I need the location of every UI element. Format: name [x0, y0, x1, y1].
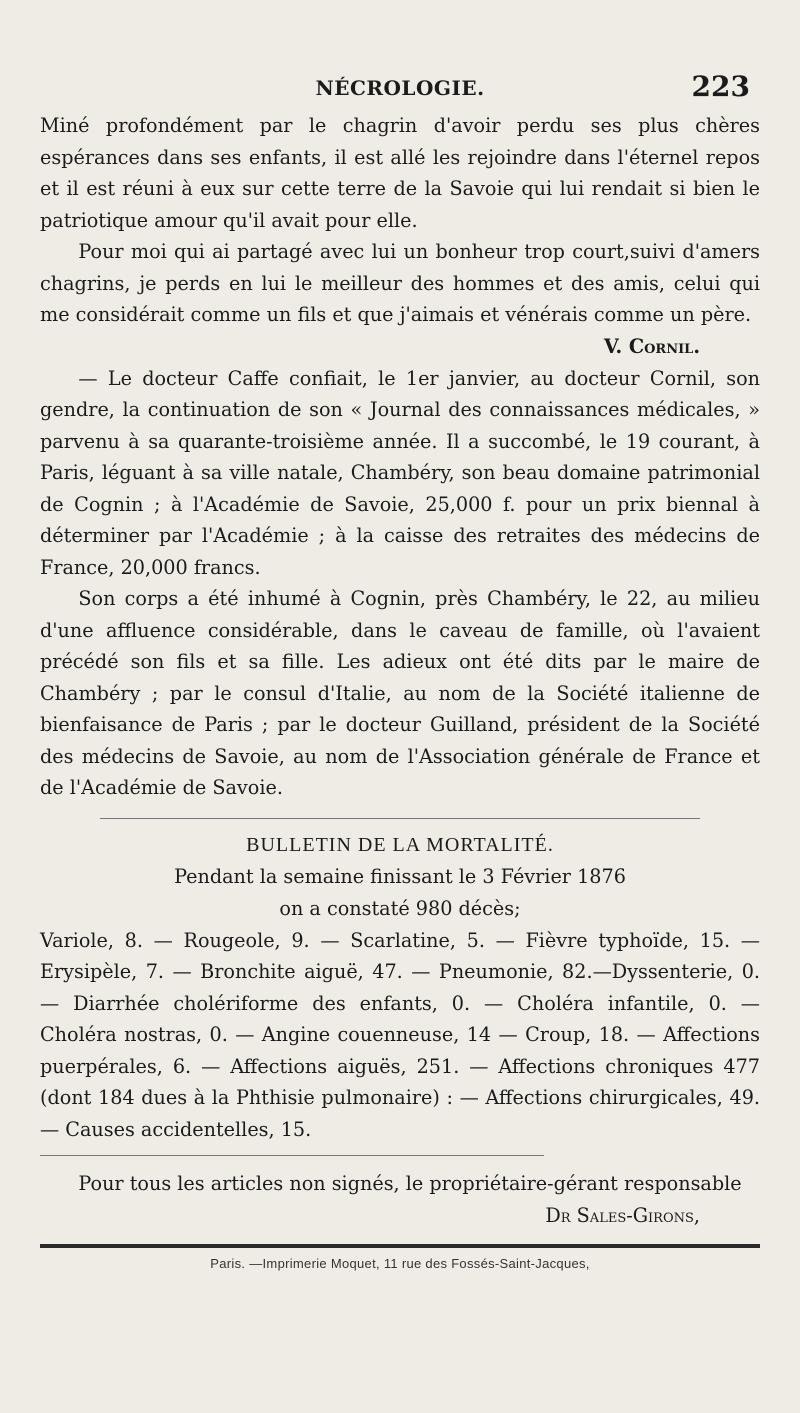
imprint-rule [40, 1244, 760, 1248]
printer-imprint: Paris. —Imprimerie Moquet, 11 rue des Fossés-Saint-Jacques, [210, 1255, 590, 1271]
obituary-paragraph-1: Miné profondément par le chagrin d'avoir perdu ses plus chères espérances dans ses enfants, il est allé les rejoindre dans l'éternel repos et il est réuni à eux sur cette terre de la Savoie qui lui rendait si bien le patriotique amour qu'il avait pour elle. [40, 114, 760, 232]
page-header [40, 70, 760, 110]
running-title: NÉCROLOGIE. [315, 76, 485, 100]
bulletin-total: on a constaté 980 décès; [279, 896, 521, 920]
section-divider [100, 818, 700, 819]
news-paragraph-1: — Le docteur Caffe confiait, le 1er janvier, au docteur Cornil, son gendre, la continuation de son « Journal des connaissances médicales, » parvenu à sa quarante-troisième année. Il a succombé, le 19 courant, à Paris, léguant à sa ville natale, Chambéry, son beau domaine patrimonial de Cognin ; à l'Académie de Savoie, 25,000 f. pour un prix biennal à déterminer par l'Académie ; à la caisse des retraites des médecins de France, 20,000 francs. [40, 366, 760, 579]
publisher-signature: Dr Sales-Girons, [545, 1203, 700, 1227]
news-paragraph-2: Son corps a été inhumé à Cognin, près Chambéry, le 22, au milieu d'une affluence considérable, dans le caveau de famille, où l'avaient précédé son fils et sa fille. Les adieux ont été dits par le maire de Chambéry ; par le consul d'Italie, au nom de la Société italienne de bienfaisance de Paris ; par le docteur Guilland, président de la Société des médecins de Savoie, au nom de l'Association générale de France et de l'Académie de Savoie. [40, 587, 760, 799]
obituary-paragraph-2: Pour moi qui ai partagé avec lui un bonheur trop court,suivi d'amers chagrins, je perds en lui le meilleur des hommes et des amis, celui qui me considérait comme un fils et que j'aimais et vénérais comme un père. [40, 240, 760, 326]
page-number: 223 [691, 70, 750, 103]
page-body [40, 110, 760, 1271]
footer-divider [40, 1155, 544, 1156]
obituary-signature: V. Cornil. [603, 334, 700, 358]
bulletin-period: Pendant la semaine finissant le 3 Février 1876 [174, 864, 626, 888]
responsibility-note: Pour tous les articles non signés, le propriétaire-gérant responsable [78, 1172, 742, 1195]
bulletin-causes: Variole, 8. — Rougeole, 9. — Scarlatine, 5. — Fièvre typhoïde, 15. — Erysipèle, 7. — Bronchite aiguë, 47. — Pneumonie, 82.—Dyssenterie, 0. — Diarrhée cholériforme des enfants, 0. — Choléra infantile, 0. — Choléra nostras, 0. — Angine couenneuse, 14 — Croup, 18. — Affections puerpérales, 6. — Affections aiguës, 251. — Affections chroniques 477 (dont 184 dues à la Phthisie pulmonaire) : — Affections chirurgicales, 49. — Causes accidentelles, 15. [40, 928, 760, 1141]
bulletin-title: BULLETIN DE LA MORTALITÉ. [246, 833, 554, 856]
